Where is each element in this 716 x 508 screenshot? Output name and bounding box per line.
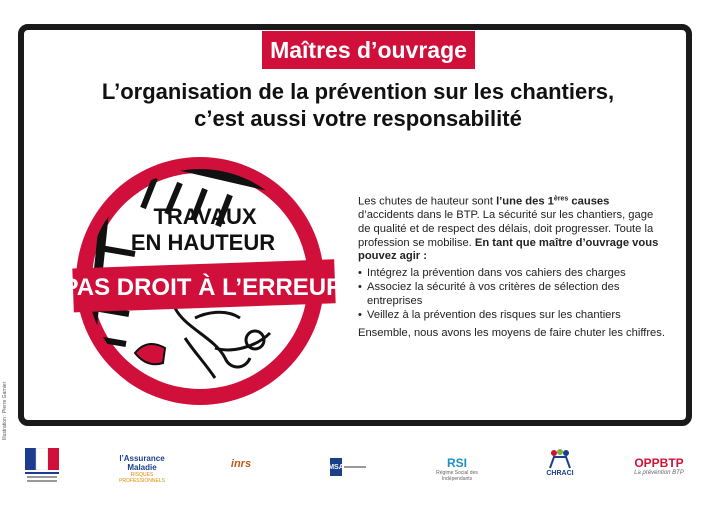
illustration-credit: Illustration : Pierre Garnier bbox=[2, 381, 8, 440]
inrs-logo: inrs bbox=[230, 458, 252, 470]
banner-label: Maîtres d’ouvrage bbox=[270, 36, 467, 63]
action-list bbox=[358, 267, 668, 323]
list-item: • Intégrez la prévention dans vos cahiers des charges bbox=[358, 267, 668, 281]
prohibition-sign bbox=[55, 148, 345, 408]
headline-line-1: L’organisation de la prévention sur les chantiers, bbox=[101, 79, 615, 104]
sign-top-text-2: EN HAUTEUR bbox=[130, 230, 276, 255]
msa-logo: MSA bbox=[328, 458, 368, 476]
oppbtp-logo: OPPBTP La prévention BTP bbox=[634, 456, 684, 476]
list-item: • Veillez à la prévention des risques sur les chantiers bbox=[358, 309, 668, 323]
rsi-logo: RSI Régime Social des Indépendants bbox=[436, 456, 478, 482]
intro-paragraph: Les chutes de hauteur sont l’une des 1ères causes d’accidents dans le BTP. La sécurité sur les chantiers, gage de qualité et de respect des délais, doit progresser. Toute la profession se mobilise. En tant que maître d’ouvrage vous pouvez agir : bbox=[358, 195, 659, 263]
chraci-logo: CHRACI bbox=[540, 448, 580, 477]
list-item: • Associez la sécurité à vos critères de sélection des entreprises bbox=[358, 281, 668, 308]
headline bbox=[60, 78, 656, 132]
closing-paragraph: Ensemble, nous avons les moyens de faire chuter les chiffres. bbox=[358, 327, 665, 340]
sign-band-text: PAS DROIT À L’ERREUR bbox=[62, 274, 344, 301]
assurance-maladie-logo: l’Assurance Maladie RISQUES PROFESSIONNELS bbox=[119, 454, 165, 484]
headline-line-2: c’est aussi votre responsabilité bbox=[194, 106, 522, 131]
flag-icon bbox=[25, 448, 59, 470]
audience-banner bbox=[262, 31, 475, 69]
body-text bbox=[358, 192, 668, 341]
partner-logos bbox=[0, 440, 716, 508]
figure-icon bbox=[546, 448, 574, 470]
sign-top-text-1: TRAVAUX bbox=[153, 204, 257, 229]
republique-logo bbox=[22, 448, 62, 482]
